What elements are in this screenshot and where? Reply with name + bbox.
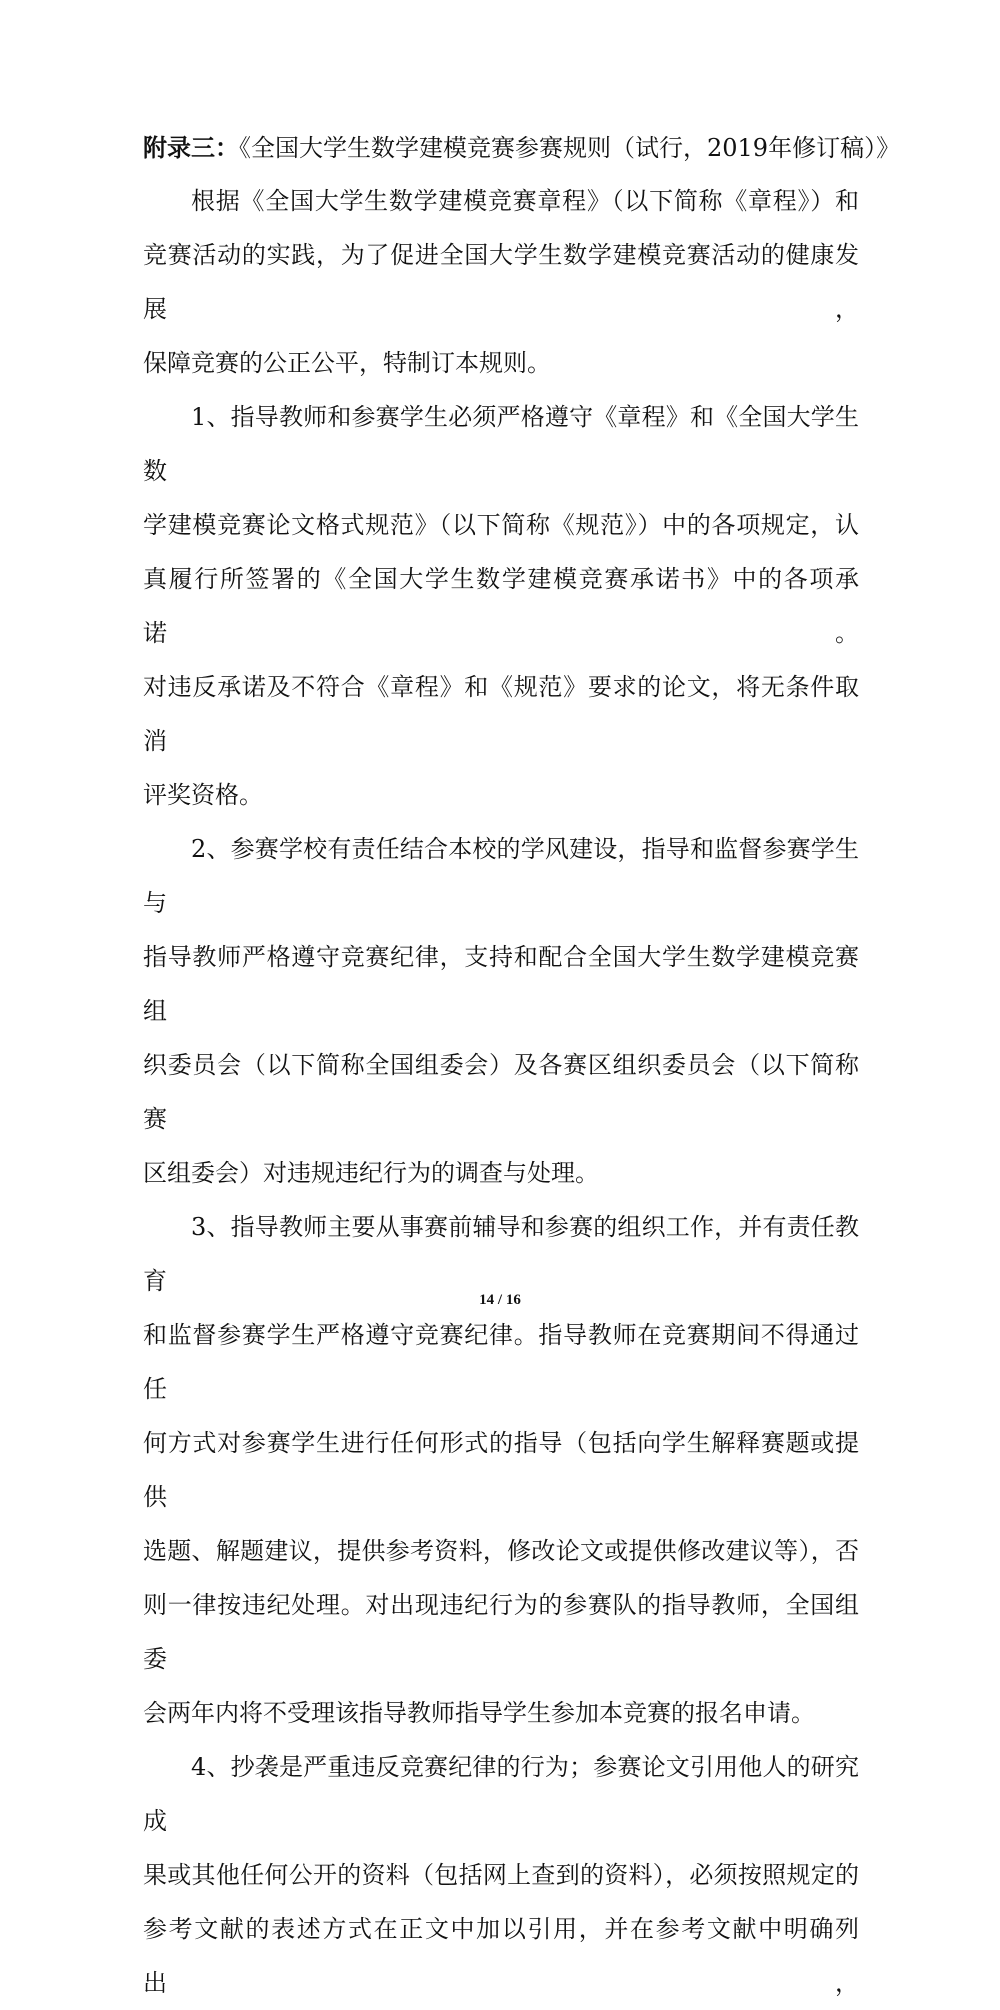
paragraph-line: 指导教师严格遵守竞赛纪律，支持和配合全国大学生数学建模竞赛组 — [143, 943, 859, 1025]
paragraph-line: 果或其他任何公开的资料（包括网上查到的资料），必须按照规定的 — [143, 1861, 859, 1889]
paragraph-intro — [143, 174, 859, 390]
page-number: 14 / 16 — [479, 1292, 521, 1308]
paragraph-line: 何方式对参赛学生进行任何形式的指导（包括向学生解释赛题或提供 — [143, 1429, 859, 1511]
paragraph-line: 学建模竞赛论文格式规范》（以下简称《规范》）中的各项规定，认 — [143, 511, 859, 539]
paragraph-line: 根据《全国大学生数学建模竞赛章程》（以下简称《章程》）和 — [191, 187, 859, 215]
paragraph-line: 参考文献的表述方式在正文中加以引用，并在参考文献中明确列出， — [143, 1915, 859, 1997]
paragraph-line: 选题、解题建议，提供参考资料，修改论文或提供修改建议等），否 — [143, 1537, 859, 1565]
appendix-lead: 附录三： — [143, 134, 239, 162]
paragraph-rule-4 — [143, 1740, 859, 2010]
appendix-title: 《全国大学生数学建模竞赛参赛规则（试行，2019年修订稿）》 — [239, 134, 901, 162]
appendix-heading — [143, 128, 901, 168]
paragraph-line: 保障竞赛的公正公平，特制订本规则。 — [143, 349, 551, 377]
paragraph-rule-2 — [143, 822, 859, 1200]
document-body — [143, 128, 901, 2010]
paragraph-line: 3、指导教师主要从事赛前辅导和参赛的组织工作，并有责任教育 — [143, 1213, 859, 1295]
paragraph-rule-1 — [143, 390, 859, 822]
paragraph-line: 会两年内将不受理该指导教师指导学生参加本竞赛的报名申请。 — [143, 1699, 815, 1727]
paragraph-line: 织委员会（以下简称全国组委会）及各赛区组织委员会（以下简称赛 — [143, 1051, 859, 1133]
paragraph-line: 则一律按违纪处理。对出现违纪行为的参赛队的指导教师，全国组委 — [143, 1591, 859, 1673]
paragraph-line: 和监督参赛学生严格遵守竞赛纪律。指导教师在竞赛期间不得通过任 — [143, 1321, 859, 1403]
paragraph-line: 真履行所签署的《全国大学生数学建模竞赛承诺书》中的各项承诺。 — [143, 565, 859, 647]
paragraph-line: 2、参赛学校有责任结合本校的学风建设，指导和监督参赛学生与 — [143, 835, 859, 917]
paragraph-line: 评奖资格。 — [143, 781, 263, 809]
paragraph-rule-3 — [143, 1200, 859, 1740]
paragraph-line: 区组委会）对违规违纪行为的调查与处理。 — [143, 1159, 599, 1187]
paragraph-line: 1、指导教师和参赛学生必须严格遵守《章程》和《全国大学生数 — [143, 403, 859, 485]
paragraph-line: 4、抄袭是严重违反竞赛纪律的行为；参赛论文引用他人的研究成 — [143, 1753, 859, 1835]
paragraph-line: 竞赛活动的实践，为了促进全国大学生数学建模竞赛活动的健康发展， — [143, 241, 859, 323]
paragraph-line: 对违反承诺及不符合《章程》和《规范》要求的论文，将无条件取消 — [143, 673, 859, 755]
